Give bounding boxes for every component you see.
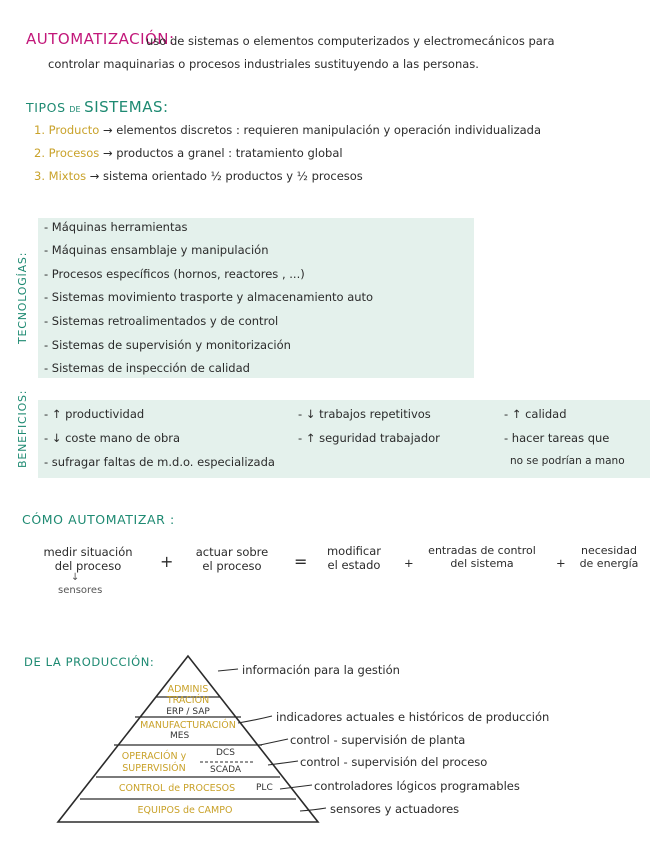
types-heading-word2: DE bbox=[69, 105, 81, 114]
benefit-item: - ↓ trabajos repetitivos bbox=[298, 407, 431, 421]
benefits-label: BENEFICIOS: bbox=[16, 389, 29, 468]
tech-item: - Procesos específicos (hornos, reactores , ...) bbox=[44, 267, 305, 281]
pyramid-level-label: SUPERVISIÓN bbox=[122, 763, 186, 774]
plus-symbol: + bbox=[160, 552, 174, 571]
pyramid-level-operation bbox=[112, 751, 196, 775]
pyramid-level-sub: SCADA bbox=[210, 765, 242, 775]
how-term-note: sensores bbox=[58, 585, 103, 596]
benefit-item: - ↑ seguridad trabajador bbox=[298, 431, 440, 445]
equals-symbol: = bbox=[294, 552, 308, 571]
pyramid-level-desc: control - supervisión de planta bbox=[290, 733, 466, 747]
definition-line2: controlar maquinarias o procesos industriales sustituyendo a las personas. bbox=[48, 57, 479, 71]
pyramid-level-control: CONTROL de PROCESOS bbox=[118, 783, 236, 794]
pyramid-level-desc: indicadores actuales e históricos de producción bbox=[276, 710, 550, 724]
type-num: 2. bbox=[34, 146, 45, 160]
type-num: 3. bbox=[34, 169, 45, 183]
how-term-line: entradas de control bbox=[428, 544, 536, 557]
how-term-line: del sistema bbox=[450, 557, 514, 570]
definition-term: AUTOMATIZACIÓN: bbox=[26, 30, 175, 48]
pyramid-level-manufacturing: MANUFACTURACIÓN bbox=[140, 720, 236, 731]
tech-item: - Sistemas de inspección de calidad bbox=[44, 361, 250, 375]
how-term-line: del proceso bbox=[54, 559, 122, 573]
types-heading-word1: TIPOS bbox=[26, 100, 66, 115]
how-term-line: de energía bbox=[579, 557, 639, 570]
type-desc: → elementos discretos : requieren manipulación y operación individualizada bbox=[103, 123, 542, 137]
types-heading-word3: SISTEMAS: bbox=[84, 98, 169, 116]
how-term-line: necesidad bbox=[580, 544, 638, 557]
pyramid-level-field: EQUIPOS de CAMPO bbox=[137, 805, 233, 816]
pyramid-level-label: OPERACIÓN y bbox=[121, 751, 187, 762]
pyramid-heading: DE LA PRODUCCIÓN: bbox=[24, 655, 155, 669]
plus-symbol: + bbox=[556, 556, 566, 570]
type-name: Procesos bbox=[48, 146, 100, 160]
pyramid-level-label: TRACIÓN bbox=[166, 695, 210, 706]
pyramid-level-sub: DCS bbox=[216, 748, 235, 758]
how-term-line: el estado bbox=[327, 558, 381, 572]
pyramid-level-desc: información para la gestión bbox=[242, 663, 400, 677]
tech-item: - Sistemas movimiento trasporte y almacenamiento auto bbox=[44, 290, 374, 304]
connector-line bbox=[218, 669, 238, 671]
type-name: Mixtos bbox=[48, 169, 87, 183]
tech-item: - Máquinas ensamblaje y manipulación bbox=[44, 243, 269, 257]
connector-line bbox=[280, 785, 312, 789]
plus-symbol: + bbox=[404, 556, 414, 570]
technologies-label: TECNOLOGÍAS: bbox=[16, 251, 29, 344]
connector-line bbox=[260, 739, 288, 745]
benefit-item: no se podrían a mano bbox=[510, 455, 625, 467]
pyramid-level-label: ADMINIS bbox=[167, 684, 209, 695]
pyramid-level-sub: ERP / SAP bbox=[166, 707, 210, 717]
pyramid-level-sub: PLC bbox=[256, 783, 273, 793]
pyramid-level-desc: controladores lógicos programables bbox=[314, 779, 520, 793]
how-term-line: modificar bbox=[326, 544, 382, 558]
pyramid-level-desc: control - supervisión del proceso bbox=[300, 755, 488, 769]
connector-line bbox=[238, 716, 272, 723]
pyramid-level-desc: sensores y actuadores bbox=[330, 802, 460, 816]
definition-line1: uso de sistemas o elementos computerizados y electromecánicos para bbox=[146, 34, 555, 48]
pyramid-level-sub: MES bbox=[170, 731, 190, 741]
how-term-line: actuar sobre bbox=[195, 545, 269, 559]
how-heading: CÓMO AUTOMATIZAR : bbox=[22, 512, 175, 527]
pyramid-level-admin bbox=[160, 684, 216, 706]
type-name: Producto bbox=[48, 123, 100, 137]
benefit-item: - ↑ calidad bbox=[504, 407, 567, 421]
connector-line bbox=[300, 808, 326, 811]
benefit-item: - sufragar faltas de m.d.o. especializada bbox=[44, 455, 275, 469]
tech-item: - Sistemas retroalimentados y de control bbox=[44, 314, 279, 328]
benefit-item: - hacer tareas que bbox=[504, 431, 610, 445]
type-num: 1. bbox=[34, 123, 45, 137]
type-desc: → productos a granel : tratamiento global bbox=[102, 146, 343, 160]
benefit-item: - ↓ coste mano de obra bbox=[44, 431, 181, 445]
how-term-line: el proceso bbox=[202, 559, 262, 573]
benefit-item: - ↑ productividad bbox=[44, 407, 145, 421]
tech-item: - Máquinas herramientas bbox=[44, 220, 188, 234]
arrow-down-icon: ↓ bbox=[71, 572, 80, 583]
how-term-line: medir situación bbox=[43, 545, 133, 559]
tech-item: - Sistemas de supervisión y monitorización bbox=[44, 338, 291, 352]
type-desc: → sistema orientado ½ productos y ½ procesos bbox=[89, 169, 363, 183]
